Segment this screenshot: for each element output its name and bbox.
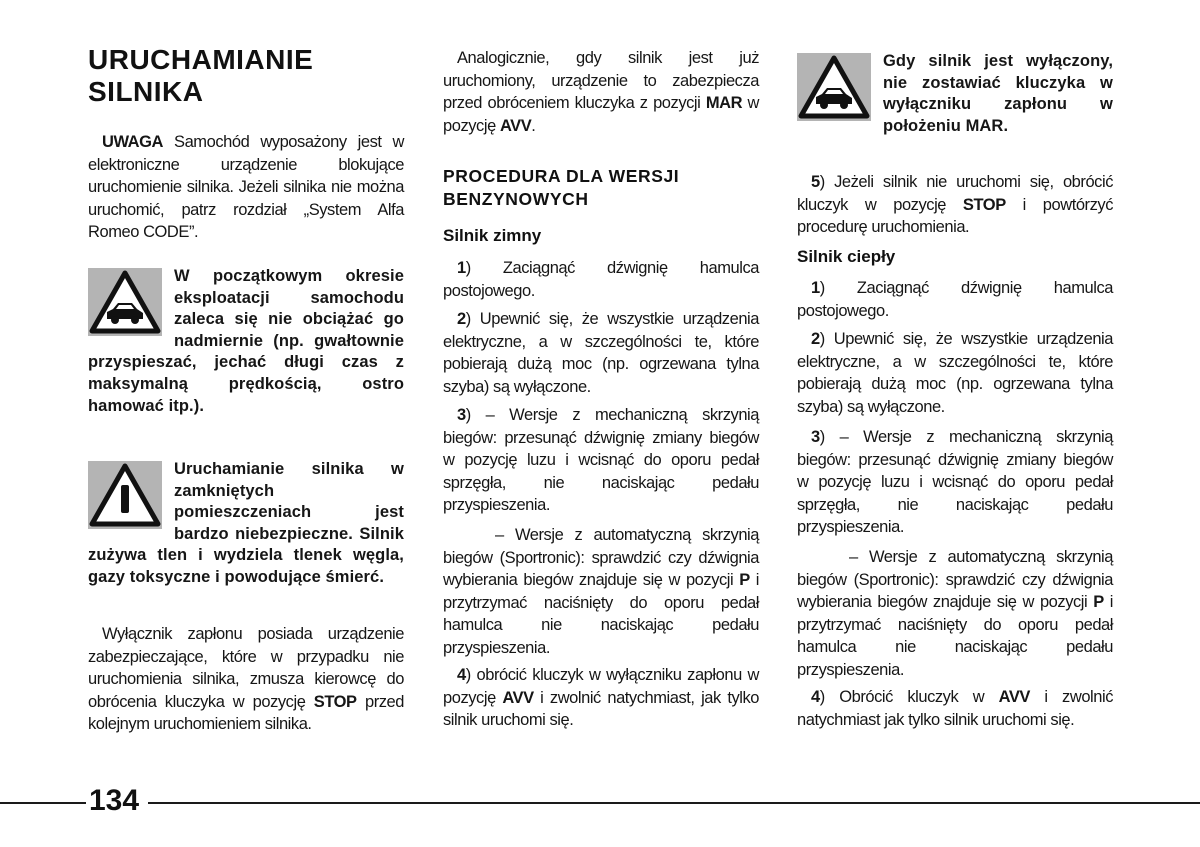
ignition-safety-paragraph xyxy=(88,623,404,736)
cold-step-2 xyxy=(443,308,759,398)
warm-step-2 xyxy=(797,328,1113,418)
exclamation-warning-icon xyxy=(88,461,162,529)
uwaga-note xyxy=(88,131,404,244)
page-number: 134 xyxy=(89,784,140,817)
subheading-cold-engine: Silnik zimny xyxy=(443,226,542,245)
analog-text-3: . xyxy=(531,116,536,135)
subheading-warm-engine: Silnik ciepły xyxy=(797,247,896,266)
p-label: P xyxy=(1093,593,1104,612)
step-number: 4 xyxy=(811,688,820,706)
step-number: 2 xyxy=(811,330,820,348)
step-text: – Wersje z automatyczną skrzynią biegów (Sportronic): sprawdzić czy dźwignia wybierania biegów znajduje się w pozycji xyxy=(797,548,1113,612)
step-text: ) Obrócić kluczyk w xyxy=(819,688,999,706)
step-text: ) Zaciągnąć dźwignię hamulca postojowego. xyxy=(443,259,759,300)
warning-box-enclosed-space xyxy=(88,459,404,589)
avv-label: AVV xyxy=(499,116,532,135)
step-number: 1 xyxy=(457,259,466,277)
warning-text-break-in: W początkowym okresie eksploatacji samochodu zaleca się nie obciążać go nadmiernie (np. gwałtownie przyspieszać, jechać długi czas z maksymalną prędkością, ostro hamować itp.). xyxy=(88,267,404,415)
step-text: i przytrzymać naciśnięty do oporu pedał hamulca nie naciskając pedału przyspieszenia. xyxy=(443,571,759,657)
footer-rule-right xyxy=(148,802,1200,804)
step-text: ) – Wersje z mechaniczną skrzynią biegów: przesunąć dźwignię zmiany biegów w pozycję luzu i wcisnąć do oporu pedał sprzęgła, nie naciskając pedału przyspieszenia. xyxy=(443,406,759,515)
section-heading-line2: BENZYNOWYCH xyxy=(443,189,589,209)
footer-rule-left xyxy=(0,802,86,804)
mar-label: MAR xyxy=(705,94,743,113)
avv-label: AVV xyxy=(998,688,1030,706)
step-text: i przytrzymać naciśnięty do oporu pedał hamulca nie naciskając pedału przyspieszenia. xyxy=(797,593,1113,679)
warm-step-1 xyxy=(797,277,1113,322)
stop-label: STOP xyxy=(313,692,357,711)
step-text: ) Jeżeli silnik nie uruchomi się, obrócić kluczyk w pozycję xyxy=(797,173,1113,214)
warning-box-key xyxy=(797,51,1113,137)
step-text: i zwolnić natychmiast, jak tylko silnik uruchomi się. xyxy=(443,688,759,730)
warning-text-enclosed-space: Uruchamianie silnika w zamkniętych pomieszczeniach jest bardzo niebezpieczne. Silnik zużywa tlen i wydziela tlenek węgla, gazy toksyczne i powodujące śmierć. xyxy=(88,460,404,586)
uwaga-label: UWAGA xyxy=(102,133,163,151)
cold-step-3-automatic xyxy=(443,524,759,660)
cold-step-4 xyxy=(443,664,759,732)
warm-step-3 xyxy=(797,426,1113,539)
ignition-text-2: przed kolejnym uruchomieniem silnika. xyxy=(88,692,404,734)
step-text: ) Zaciągnąć dźwignię hamulca postojowego. xyxy=(797,279,1113,320)
step-text: i powtórzyć procedurę uruchomienia. xyxy=(797,195,1113,237)
analog-text-1: Analogicznie, gdy silnik jest już uruchomiony, urządzenie to zabezpiecza przed obróceniem kluczyka z pozycji xyxy=(443,49,759,113)
step-text: ) Upewnić się, że wszystkie urządzenia elektryczne, a w szczególności te, które pobierają dużą moc (np. ogrzewana tylna szyba) są wyłączone. xyxy=(797,330,1113,416)
step-number: 1 xyxy=(811,279,820,297)
warm-step-4 xyxy=(797,686,1113,731)
page-title-line2: SILNIKA xyxy=(88,76,204,107)
warning-text-key: Gdy silnik jest wyłączony, nie zostawiać kluczyka w wyłączniku zapłonu w położeniu MAR. xyxy=(883,52,1113,135)
page-title xyxy=(88,44,313,108)
p-label: P xyxy=(739,571,750,590)
analog-paragraph xyxy=(443,47,759,137)
step-number: 4 xyxy=(457,666,466,684)
step-text: ) obrócić kluczyk w wyłączniku zapłonu w pozycję xyxy=(443,666,759,707)
car-warning-icon xyxy=(797,53,871,121)
warm-step-3-automatic xyxy=(797,546,1113,682)
cold-step-5 xyxy=(797,171,1113,239)
step-text: i zwolnić natychmiast jak tylko silnik uruchomi się. xyxy=(797,688,1113,729)
step-text: – Wersje z automatyczną skrzynią biegów (Sportronic): sprawdzić czy dźwignia wybierania biegów znajduje się w pozycji xyxy=(443,526,759,590)
page-title-line1: URUCHAMIANIE xyxy=(88,44,314,75)
step-number: 5 xyxy=(811,173,820,191)
step-number: 2 xyxy=(457,310,466,328)
section-heading-line1: PROCEDURA DLA WERSJI xyxy=(443,166,680,186)
car-warning-icon xyxy=(88,268,162,336)
section-heading-petrol xyxy=(443,165,679,211)
step-number: 3 xyxy=(811,428,820,446)
cold-step-3 xyxy=(443,404,759,517)
uwaga-text: Samochód wyposażony jest w elektroniczne urządzenie blokujące uruchomienie silnika. Jeżeli silnika nie można uruchomić, patrz rozdział „System Alfa Romeo CODE”. xyxy=(88,133,404,242)
step-text: ) Upewnić się, że wszystkie urządzenia elektryczne, a w szczególności te, które pobierają dużą moc (np. ogrzewana tylna szyba) są wyłączone. xyxy=(443,310,759,396)
analog-text-2: w pozycję xyxy=(443,94,759,135)
avv-label: AVV xyxy=(502,688,534,707)
stop-label: STOP xyxy=(962,195,1006,214)
cold-step-1 xyxy=(443,257,759,302)
ignition-text-1: Wyłącznik zapłonu posiada urządzenie zabezpieczające, które w przypadku nie uruchomienia silnika, zmusza kierowcę do obrócenia kluczyka w pozycję xyxy=(88,625,404,711)
step-number: 3 xyxy=(457,406,466,424)
step-text: ) – Wersje z mechaniczną skrzynią biegów: przesunąć dźwignię zmiany biegów w pozycję luzu i wcisnąć do oporu pedał sprzęgła, nie naciskając pedału przyspieszenia. xyxy=(797,428,1113,537)
warning-box-break-in xyxy=(88,266,404,417)
